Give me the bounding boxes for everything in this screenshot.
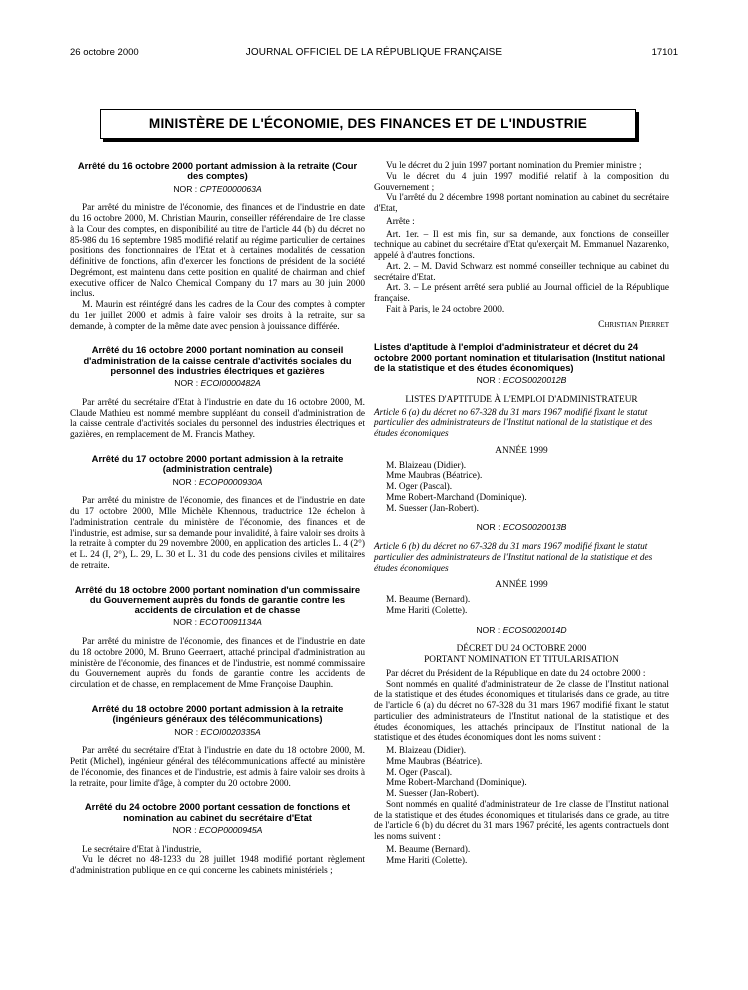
journal-title: JOURNAL OFFICIEL DE LA RÉPUBLIQUE FRANÇAISE bbox=[245, 47, 503, 58]
lists-article bbox=[374, 342, 669, 866]
article-1er: Art. 1er. – Il est mis fin, sur sa demande, aux fonctions de conseiller technique au cabinet du secrétaire d'Etat qu'exerçait M. Emmanuel Nazarenko, appelé à d'autres fonctions. bbox=[374, 229, 669, 261]
article-3: Art. 3. – Le présent arrêté sera publié au Journal officiel de la République française. bbox=[374, 283, 669, 304]
name-list bbox=[386, 746, 669, 800]
list-item: M. Oger (Pascal). bbox=[386, 482, 453, 493]
paragraph: Par arrêté du ministre de l'économie, des finances et de l'industrie en date du 17 octobre 2000, Mlle Michèle Khennous, traductrice 12e échelon à l'administration centrale du ministère de l'économie, des finances et de l'industrie, est admise, sur sa demande pour invalidité, à faire valoir ses droits à la retraite à compter du 29 novembre 2000, en application des articles L. 4 (2°) et L. 24 (I, 2°), L. 29, L. 30 et L. 31 du code des pensions civiles et militaires de retraite. bbox=[70, 496, 365, 571]
nor-reference: NOR : ECOI0000482A bbox=[174, 378, 261, 389]
nor-reference: NOR : ECOI0020335A bbox=[174, 726, 261, 737]
name-list bbox=[386, 595, 669, 617]
article-6 bbox=[70, 802, 365, 877]
nor-reference: NOR : ECOS0020012B bbox=[476, 375, 567, 386]
article-title: Arrêté du 16 octobre 2000 portant admission à la retraite (Cour des comptes) bbox=[77, 160, 358, 182]
article-title: Arrêté du 18 octobre 2000 portant admission à la retraite (ingénieurs généraux des télécommunications) bbox=[91, 702, 344, 725]
list-item: M. Blaizeau (Didier). bbox=[386, 746, 467, 757]
list-item: Mme Maubras (Béatrice). bbox=[386, 756, 483, 767]
year-heading: ANNÉE 1999 bbox=[495, 445, 548, 456]
list-item: M. Beaume (Bernard). bbox=[386, 844, 471, 855]
list-item: Mme Robert-Marchand (Dominique). bbox=[386, 492, 527, 503]
right-column bbox=[374, 161, 669, 866]
nor-reference: NOR : ECOP0000930A bbox=[172, 476, 263, 487]
nor-reference: NOR : ECOS0020013B bbox=[476, 522, 567, 533]
article-4 bbox=[70, 585, 365, 691]
paragraph: Par arrêté du ministre de l'économie, des finances et de l'industrie en date du 18 octobre 2000, M. Bruno Geerraert, attaché principal d'administration au ministère de l'économie, des finances et de l'industrie, est nommé commissaire du Gouvernement auprès du fonds de garantie contre les accidents de circulation et de chasse, en remplacement de Mme Françoise Dauphin. bbox=[70, 637, 365, 691]
nor-reference: NOR : ECOT0091134A bbox=[173, 617, 262, 628]
list-item: M. Suesser (Jan-Robert). bbox=[386, 789, 479, 800]
list-item: Mme Hariti (Colette). bbox=[386, 855, 468, 866]
list-item: Mme Robert-Marchand (Dominique). bbox=[386, 778, 527, 789]
legal-reference: Article 6 (a) du décret no 67-328 du 31 mars 1967 modifié fixant le statut particulier des administrateurs de l'Institut national de la statistique et des études économiques bbox=[374, 407, 653, 440]
paragraph: Vu le décret du 4 juin 1997 modifié relatif à la composition du Gouvernement ; bbox=[374, 171, 669, 193]
list-item: M. Oger (Pascal). bbox=[386, 767, 453, 778]
nor-reference: NOR : ECOP0000945A bbox=[172, 824, 263, 835]
article-2: Art. 2. – M. David Schwarz est nommé conseiller technique au cabinet du secrétaire d'Etat. bbox=[374, 261, 669, 283]
decree-subtitle: PORTANT NOMINATION ET TITULARISATION bbox=[424, 655, 619, 666]
page-number: 17101 bbox=[651, 47, 678, 58]
ministry-banner: MINISTÈRE DE L'ÉCONOMIE, DES FINANCES ET DE L'INDUSTRIE bbox=[100, 109, 636, 139]
article-title: Arrêté du 18 octobre 2000 portant nomination d'un commissaire du Gouvernement auprès du fonds de garantie contre les accidents de circulation et de chasse bbox=[74, 583, 361, 616]
name-list bbox=[386, 845, 669, 867]
legal-reference: Article 6 (b) du décret no 67-328 du 31 mars 1967 modifié fixant le statut particulier des administrateurs de l'Institut national de la statistique et des études économiques bbox=[374, 542, 653, 574]
article-6-continued bbox=[374, 161, 669, 330]
signature: Christian Pierret bbox=[598, 319, 669, 330]
nor-reference: NOR : ECOS0020014D bbox=[476, 624, 567, 635]
year-heading: ANNÉE 1999 bbox=[495, 580, 548, 591]
paragraph: Par arrêté du ministre de l'économie, des finances et de l'industrie en date du 16 octobre 2000, M. Christian Maurin, conseiller référendaire de 1re classe à la Cour des comptes, en disponibilité au titre de l'article 44 (b) du décret no 85-986 du 16 septembre 1985 modifié relatif au régime particulier de certaines positions des fonctionnaires de l'Etat et à certaines modalités de cessation définitive de fonctions, afin d'exercer les fonctions de président de la société Degrémont, est maintenu dans cette position en qualité de chairman and chief executive officer de Nalco Chemical Company du 17 mars au 30 juin 2000 inclus. bbox=[70, 203, 365, 300]
issue-date: 26 octobre 2000 bbox=[70, 47, 139, 58]
paragraph: Sont nommés en qualité d'administrateur de 2e classe de l'Institut national de la statistique et des études économiques et titularisés dans ce grade, au titre de l'article 6 (a) du décret no 67-328 du 31 mars 1967 modifié fixant le statut particulier des administrateurs de l'Institut national de la statistique et des études économiques, les attachés principaux de l'Institut national de la statistique et des études économiques dont les noms suivent : bbox=[374, 679, 669, 744]
article-title: Arrêté du 16 octobre 2000 portant nomination au conseil d'administration de la caisse centrale d'activités sociales du personnel des industries électriques et gazières bbox=[83, 344, 352, 376]
paragraph: Par arrêté du secrétaire d'Etat à l'industrie en date du 16 octobre 2000, M. Claude Mathieu est nommé membre suppléant du conseil d'administration de la caisse centrale d'activités sociales du personnel des industries électriques et gazières, en remplacement de M. Francis Mathey. bbox=[70, 397, 365, 441]
article-5 bbox=[70, 704, 365, 789]
paragraph: Le secrétaire d'Etat à l'industrie, bbox=[82, 844, 202, 855]
list-item: M. Suesser (Jan-Robert). bbox=[386, 503, 479, 514]
paragraph: Sont nommés en qualité d'administrateur de 1re classe de l'Institut national de la statistique et des études économiques et titularisés dans ce grade, au titre de l'article 6 (b) du décret du 31 mars 1967 précité, les agents contractuels dont les noms suivent : bbox=[374, 799, 669, 843]
nor-reference: NOR : CPTE0000063A bbox=[173, 183, 262, 194]
article-title: Arrêté du 24 octobre 2000 portant cessation de fonctions et nomination au cabinet du secrétaire d'Etat bbox=[84, 801, 351, 823]
article-2 bbox=[70, 345, 365, 441]
article-title: Arrêté du 17 octobre 2000 portant admission à la retraite (administration centrale) bbox=[91, 452, 344, 475]
paragraph: Par décret du Président de la République en date du 24 octobre 2000 : bbox=[386, 668, 646, 679]
arrete-label: Arrête : bbox=[386, 216, 415, 227]
paragraph: Par arrêté du secrétaire d'Etat à l'industrie en date du 18 octobre 2000, M. Petit (Michel), ingénieur général des télécommunications affecté au ministère de l'économie, des finances et de l'industrie, est admis à faire valoir ses droits à la retraite, pour limite d'âge, à compter du 20 octobre 2000. bbox=[70, 746, 365, 789]
list-item: M. Beaume (Bernard). bbox=[386, 595, 471, 606]
place-date: Fait à Paris, le 24 octobre 2000. bbox=[386, 304, 505, 315]
list-item: Mme Maubras (Béatrice). bbox=[386, 471, 483, 482]
paragraph: Vu le décret no 48-1233 du 28 juillet 1948 modifié portant règlement d'administration publique en ce qui concerne les cabinets ministériels ; bbox=[70, 855, 365, 877]
left-column bbox=[70, 161, 365, 890]
paragraph: M. Maurin est réintégré dans les cadres de la Cour des comptes à compter du 1er juillet 2000 et admis à faire valoir ses droits à la retraite, sur sa demande, à compter de la même date avec pension à jouissance différée. bbox=[70, 300, 365, 332]
paragraph: Vu le décret du 2 juin 1997 portant nomination du Premier ministre ; bbox=[386, 161, 642, 171]
section-subtitle: LISTES D'APTITUDE À L'EMPLOI D'ADMINISTRATEUR bbox=[405, 394, 638, 405]
name-list bbox=[386, 461, 669, 515]
article-1 bbox=[70, 161, 365, 332]
list-item: M. Blaizeau (Didier). bbox=[386, 460, 467, 471]
list-item: Mme Hariti (Colette). bbox=[386, 605, 468, 616]
article-title: Listes d'aptitude à l'emploi d'administrateur et décret du 24 octobre 2000 portant nomination et titularisation (Institut national de la statistique et des études économiques) bbox=[374, 341, 666, 373]
decree-title: DÉCRET DU 24 OCTOBRE 2000 bbox=[456, 644, 587, 655]
paragraph: Vu l'arrêté du 2 décembre 1998 portant nomination au cabinet du secrétaire d'Etat, bbox=[374, 193, 669, 214]
article-3 bbox=[70, 454, 365, 572]
page-header bbox=[70, 47, 678, 61]
